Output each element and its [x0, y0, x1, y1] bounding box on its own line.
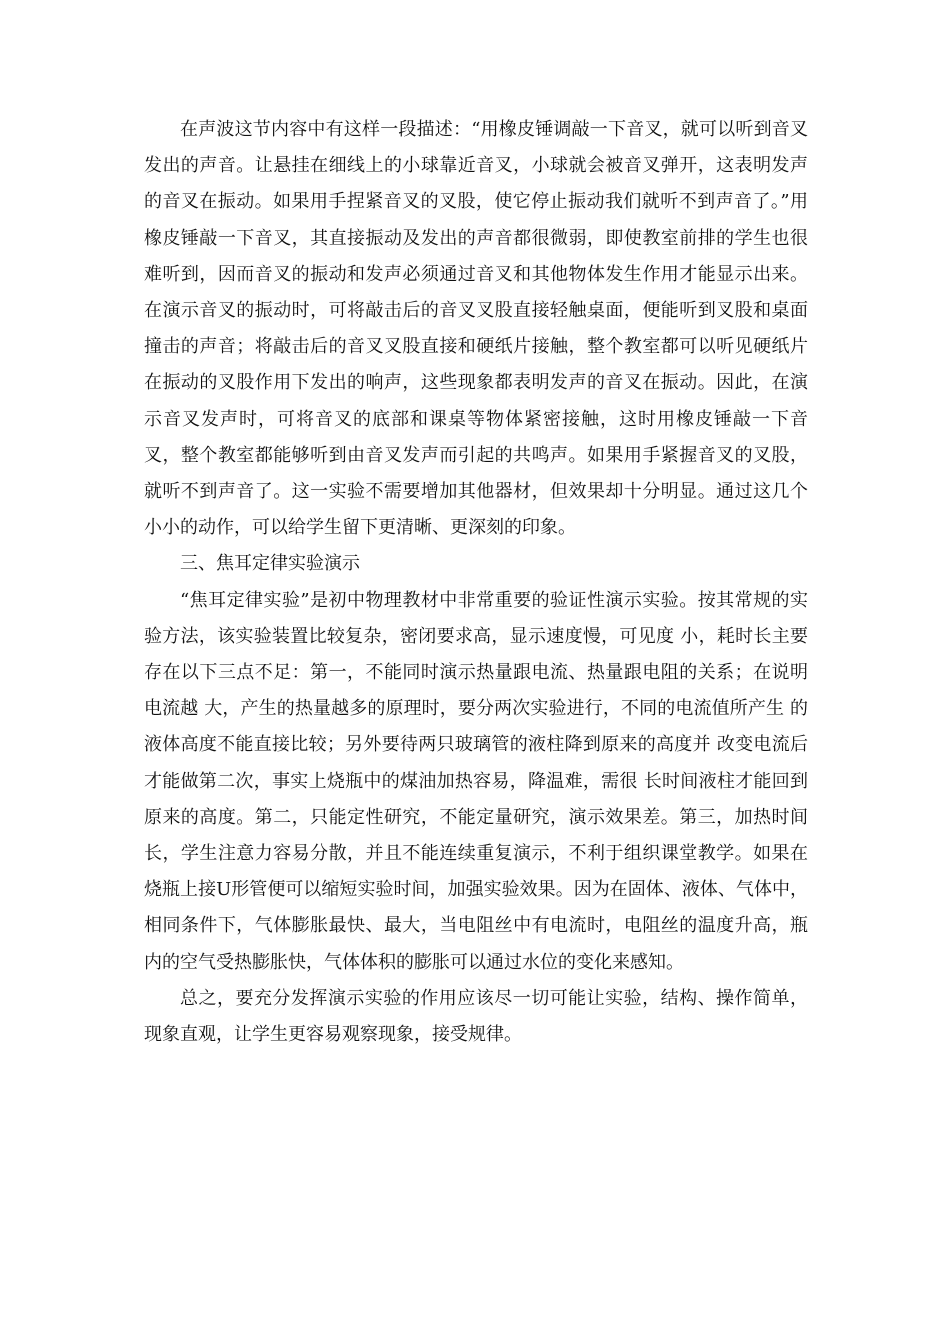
document-body	[144, 112, 808, 1053]
paragraph-joule-experiment: “焦耳定律实验”是初中物理教材中非常重要的验证性演示实验。按其常规的实验方法，该实验装置比较复杂，密闭要求高，显示速度慢，可见度 小，耗时长主要存在以下三点不足：第一，不能同时演示热量跟电流、热量跟电阻的关系；在说明电流越 大，产生的热量越多的原理时，要分两次实验进行，不同的电流值所产生 的液体高度不能直接比较；另外要待两只玻璃管的液柱降到原来的高度并 改变电流后才能做第二次，事实上烧瓶中的煤油加热容易，降温难，需很 长时间液柱才能回到原来的高度。第二，只能定性研究，不能定量研究，演示效果差。第三，加热时间长，学生注意力容易分散，并且不能连续重复演示，不利于组织课堂教学。如果在烧瓶上接U形管便可以缩短实验时间，加强实验效果。因为在固体、液体、气体中，相同条件下，气体膨胀最快、最大，当电阻丝中有电流时，电阻丝的温度升高，瓶内的空气受热膨胀快，气体体积的膨胀可以通过水位的变化来感知。	[144, 589, 808, 973]
section-heading-joule-law: 三、焦耳定律实验演示	[180, 553, 360, 575]
paragraph-tuning-fork: 在声波这节内容中有这样一段描述：“用橡皮锤调敲一下音叉，就可以听到音叉发出的声音。让悬挂在细线上的小球靠近音叉，小球就会被音叉弹开，这表明发声的音叉在振动。如果用手捏紧音叉的叉股，使它停止振动我们就听不到声音了。”用橡皮锤敲一下音叉，其直接振动及发出的声音都很微弱，即使教室前排的学生也很难听到，因而音叉的振动和发声必须通过音叉和其他物体发生作用才能显示出来。在演示音叉的振动时，可将敲击后的音叉叉股直接轻触桌面，便能听到叉股和桌面撞击的声音；将敲击后的音叉叉股直接和硬纸片接触，整个教室都可以听见硬纸片在振动的叉股作用下发出的响声，这些现象都表明发声的音叉在振动。因此，在演示音叉发声时，可将音叉的底部和课桌等物体紧密接触，这时用橡皮锤敲一下音叉，整个教室都能够听到由音叉发声而引起的共鸣声。如果用手紧握音叉的叉股，就听不到声音了。这一实验不需要增加其他器材，但效果却十分明显。通过这几个小小的动作，可以给学生留下更清晰、更深刻的印象。	[144, 119, 808, 539]
paragraph-conclusion: 总之，要充分发挥演示实验的作用应该尽一切可能让实验，结构、操作简单，现象直观，让学生更容易观察现象，接受规律。	[144, 987, 808, 1046]
